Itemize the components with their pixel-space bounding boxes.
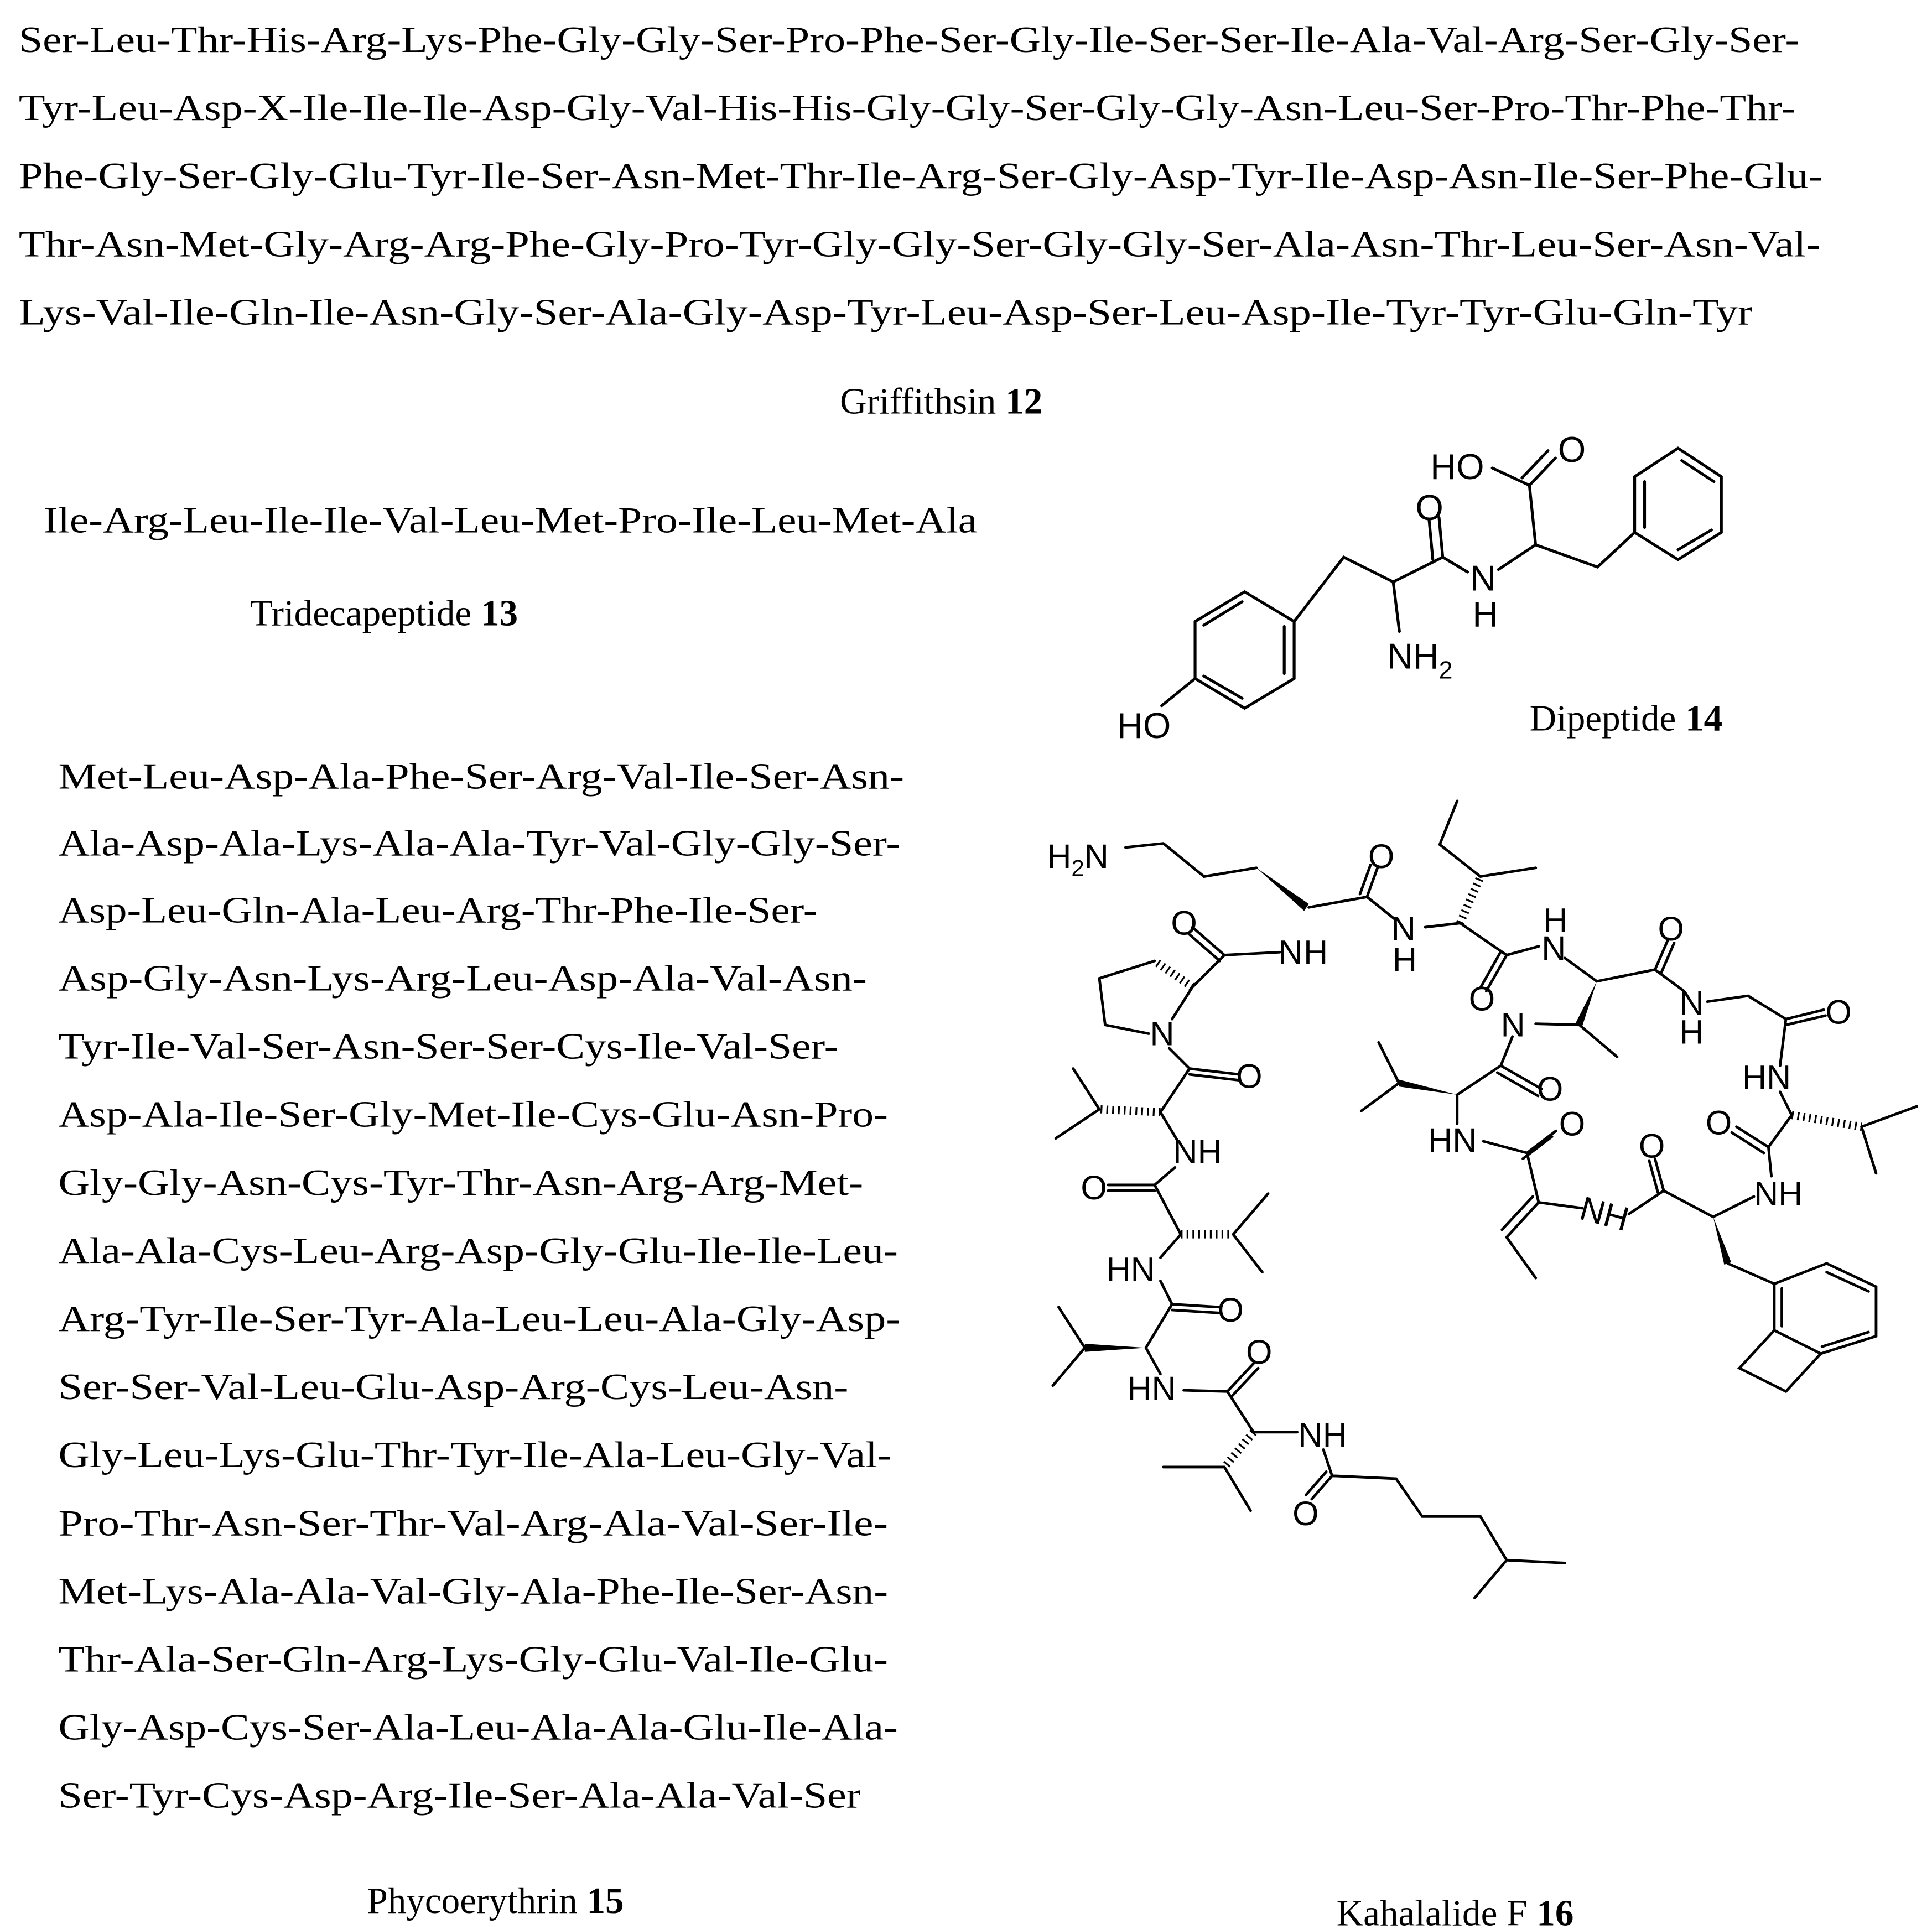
atom-label: $H_2N$ <box>1047 837 1109 881</box>
sequence-line: Met-Leu-Asp-Ala-Phe-Ser-Arg-Val-Ile-Ser-Asn- <box>58 755 905 797</box>
sequence-line: Gly-Gly-Asn-Cys-Tyr-Thr-Asn-Arg-Arg-Met- <box>58 1161 864 1203</box>
atom-label: O <box>1292 1495 1319 1533</box>
sequence-line: Asp-Gly-Asn-Lys-Arg-Leu-Asp-Ala-Val-Asn- <box>58 957 867 999</box>
atom-label: HN <box>1127 1370 1176 1408</box>
atom-label: H <box>1472 594 1499 635</box>
atom-label: N <box>1679 984 1704 1022</box>
atom-label: O <box>1705 1104 1732 1142</box>
sequence-line: Ser-Ser-Val-Leu-Glu-Asp-Arg-Cys-Leu-Asn- <box>58 1366 849 1408</box>
sequence-line: Gly-Leu-Lys-Glu-Thr-Tyr-Ile-Ala-Leu-Gly-Val- <box>58 1434 892 1476</box>
atom-label: HN <box>1742 1058 1791 1096</box>
sequence-line: Ser-Tyr-Cys-Asp-Arg-Ile-Ser-Ala-Ala-Val-Ser <box>58 1774 861 1816</box>
atom-label: HO <box>1430 446 1484 487</box>
atom-label: O <box>1825 993 1852 1031</box>
sequence-line: Asp-Leu-Gln-Ala-Leu-Arg-Thr-Phe-Ile-Ser- <box>58 889 818 931</box>
atom-label: H <box>1679 1013 1704 1051</box>
atom-label: N <box>1278 933 1303 971</box>
tridecapeptide-caption: Tridecapeptide 13 <box>250 592 518 634</box>
sequence-line: Gly-Asp-Cys-Ser-Ala-Leu-Ala-Ala-Glu-Ile-Ala- <box>58 1706 898 1748</box>
kahalalide-caption: Kahalalide F 16 <box>1336 1892 1574 1929</box>
sequence-line: Met-Lys-Ala-Ala-Val-Gly-Ala-Phe-Ile-Ser-Asn- <box>58 1570 888 1612</box>
atom-label: N <box>1391 910 1416 948</box>
atom-label: O <box>1536 1070 1564 1108</box>
atom-label: O <box>1559 1105 1586 1143</box>
griffithsin-sequence <box>19 19 1823 332</box>
tridecapeptide-sequence: Ile-Arg-Leu-Ile-Ile-Val-Leu-Met-Pro-Ile-Leu-Met-Ala <box>43 499 978 541</box>
atom-label: HN <box>1428 1121 1477 1159</box>
atom-label: O <box>1468 980 1495 1018</box>
atom-label: N <box>1500 1006 1525 1044</box>
atom-label: H <box>1303 933 1328 971</box>
griffithsin-caption: Griffithsin 12 <box>840 380 1043 422</box>
atom-label: O <box>1246 1333 1273 1371</box>
sequence-line: Ala-Ala-Cys-Leu-Arg-Asp-Gly-Glu-Ile-Ile-Leu- <box>58 1229 898 1271</box>
sequence-line: Tyr-Leu-Asp-X-Ile-Ile-Ile-Asp-Gly-Val-His-His-Gly-Gly-Ser-Gly-Gly-Asn-Leu-Ser-Pro-Thr-Phe-Thr- <box>18 87 1796 129</box>
sequence-line: Ala-Asp-Ala-Lys-Ala-Ala-Tyr-Val-Gly-Gly-Ser- <box>58 822 901 864</box>
dipeptide-caption: Dipeptide 14 <box>1529 697 1723 739</box>
atom-labels <box>1047 838 1852 1532</box>
atom-label: NH <box>1754 1174 1803 1213</box>
atom-label: O <box>1236 1057 1263 1095</box>
atom-label: O <box>1217 1291 1244 1329</box>
atom-label: O <box>1638 1127 1665 1165</box>
atom-label: NH <box>1173 1133 1222 1171</box>
sequence-line: Tyr-Ile-Val-Ser-Asn-Ser-Ser-Cys-Ile-Val-Ser- <box>58 1025 839 1067</box>
atom-label: O <box>1171 904 1197 942</box>
kahalalide-structure <box>1047 801 1917 1598</box>
atom-label: $NH_2$ <box>1386 636 1453 684</box>
sequence-line: Arg-Tyr-Ile-Ser-Tyr-Ala-Leu-Leu-Ala-Gly-Asp- <box>58 1297 901 1339</box>
atom-label: NH <box>1298 1416 1347 1454</box>
sequence-line: Asp-Ala-Ile-Ser-Gly-Met-Ile-Cys-Glu-Asn-Pro- <box>58 1093 888 1135</box>
sequence-line: Phe-Gly-Ser-Gly-Glu-Tyr-Ile-Ser-Asn-Met-Thr-Ile-Arg-Ser-Gly-Asp-Tyr-Ile-Asp-Asn-Ile-Ser-Phe-Glu- <box>18 155 1823 197</box>
atom-label: O <box>1557 429 1586 470</box>
sequence-line: Lys-Val-Ile-Gln-Ile-Asn-Gly-Ser-Ala-Gly-Asp-Tyr-Leu-Asp-Ser-Leu-Asp-Ile-Tyr-Tyr-Glu-Gln-Tyr <box>18 291 1753 333</box>
atom-label: N <box>1541 929 1566 967</box>
sequence-line: Thr-Asn-Met-Gly-Arg-Arg-Phe-Gly-Pro-Tyr-Gly-Gly-Ser-Gly-Gly-Ser-Ala-Asn-Thr-Leu-Ser-Asn-Val- <box>18 223 1821 265</box>
atom-label: O <box>1415 487 1443 528</box>
atom-label: H <box>1393 940 1417 979</box>
atom-label: O <box>1368 837 1395 875</box>
sequence-line: Thr-Ala-Ser-Gln-Arg-Lys-Gly-Glu-Val-Ile-Glu- <box>58 1638 888 1680</box>
atom-label: O <box>1658 910 1685 948</box>
atom-label: O <box>1081 1169 1107 1207</box>
phycoerythrin-sequence <box>58 756 904 1816</box>
atom-label: HN <box>1106 1250 1155 1288</box>
atom-label: NH <box>1576 1189 1633 1239</box>
sequence-line: Pro-Thr-Asn-Ser-Thr-Val-Arg-Ala-Val-Ser-Ile- <box>58 1502 888 1544</box>
atom-label: H <box>1543 901 1568 939</box>
atom-label: N <box>1469 558 1496 599</box>
phycoerythrin-caption: Phycoerythrin 15 <box>367 1879 624 1921</box>
atom-label: HO <box>1117 705 1171 746</box>
sequence-line: Ser-Leu-Thr-His-Arg-Lys-Phe-Gly-Gly-Ser-Pro-Phe-Ser-Gly-Ile-Ser-Ser-Ile-Ala-Val-Arg-Ser-Gly-Ser- <box>18 19 1800 61</box>
atom-label: N <box>1150 1015 1175 1053</box>
